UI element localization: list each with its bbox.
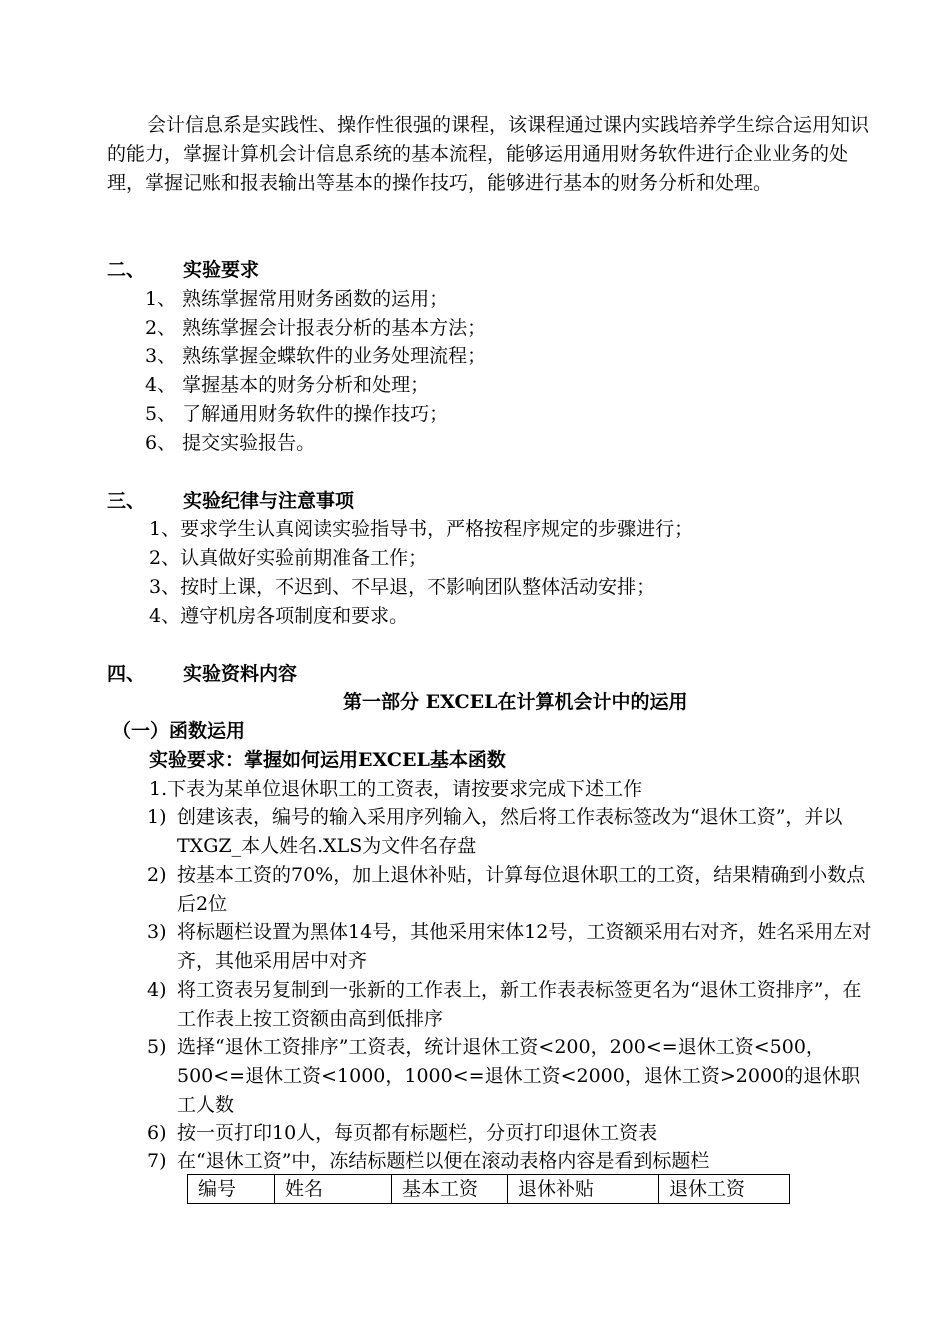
table-header-cell: 退休工资 — [659, 1175, 790, 1204]
section-number: 三、 — [107, 490, 146, 512]
table-header-cell: 基本工资 — [392, 1175, 508, 1204]
step-item — [147, 1033, 872, 1120]
section-title: 实验纪律与注意事项 — [183, 490, 355, 512]
list-item: 3、 熟练掌握金蝶软件的业务处理流程； — [145, 345, 487, 367]
step-text: 将标题栏设置为黑体14号，其他采用宋体12号，工资额采用右对齐，姓名采用左对齐，其他采用居中对齐 — [177, 921, 872, 972]
step-text: 将工资表另复制到一张新的工作表上，新工作表表标签更名为“退休工资排序”，在工作表上按工资额由高到低排序 — [177, 979, 862, 1030]
wage-table — [187, 1174, 790, 1204]
step-number: 1) — [147, 806, 167, 828]
sub-title: （一）函数运用 — [112, 720, 246, 742]
list-item: 4、遵守机房各项制度和要求。 — [149, 605, 409, 627]
list-item: 2、 熟练掌握会计报表分析的基本方法； — [145, 317, 487, 339]
step-text: 选择“退休工资排序”工资表，统计退休工资<200，200<=退休工资<500，500<=退休工资<1000，1000<=退休工资<2000，退休工资>2000的退休职工人数 — [177, 1036, 861, 1116]
step-item — [147, 803, 872, 861]
list-item: 3、按时上课，不迟到、不早退，不影响团队整体活动安排； — [149, 576, 656, 598]
table-header-row — [188, 1175, 790, 1204]
step-number: 3) — [147, 921, 167, 943]
step-number: 5) — [147, 1036, 167, 1058]
list-item: 2、认真做好实验前期准备工作； — [149, 547, 428, 569]
part-title: 第一部分 EXCEL在计算机会计中的运用 — [343, 691, 688, 713]
step-number: 2) — [147, 864, 167, 886]
step-number: 7) — [147, 1150, 167, 1172]
step-item — [147, 861, 872, 919]
step-text: 创建该表，编号的输入采用序列输入，然后将工作表标签改为“退休工资”，并以TXGZ_本人姓名.XLS为文件名存盘 — [177, 806, 843, 857]
step-item — [147, 1147, 872, 1176]
table-header-cell: 姓名 — [275, 1175, 392, 1204]
list-item: 4、 掌握基本的财务分析和处理； — [145, 374, 430, 396]
section-number: 二、 — [107, 259, 146, 281]
step-item — [147, 918, 872, 976]
step-text: 在“退休工资”中，冻结标题栏以便在滚动表格内容是看到标题栏 — [177, 1150, 710, 1172]
requirement-title: 实验要求：掌握如何运用EXCEL基本函数 — [149, 749, 506, 771]
list-item: 5、 了解通用财务软件的操作技巧； — [145, 403, 449, 425]
intro-paragraph: 会计信息系是实践性、操作性很强的课程，该课程通过课内实践培养学生综合运用知识的能力，掌握计算机会计信息系统的基本流程，能够运用通用财务软件进行企业业务的处理，掌握记账和报表输出等基本的操作技巧，能够进行基本的财务分析和处理。 — [107, 114, 870, 194]
list-item: 6、 提交实验报告。 — [145, 432, 316, 454]
step-item — [147, 976, 872, 1034]
step-number: 4) — [147, 979, 167, 1001]
list-item: 1、 熟练掌握常用财务函数的运用； — [145, 288, 449, 310]
section-title: 实验资料内容 — [183, 663, 298, 685]
table-header-cell: 退休补贴 — [508, 1175, 659, 1204]
section-number: 四、 — [107, 663, 146, 685]
section-title: 实验要求 — [183, 259, 260, 281]
step-text: 按基本工资的70%，加上退休补贴，计算每位退休职工的工资，结果精确到小数点后2位 — [177, 864, 866, 915]
step-number: 6) — [147, 1122, 167, 1144]
step-text: 按一页打印10人，每页都有标题栏，分页打印退休工资表 — [177, 1122, 658, 1144]
list-item: 1、要求学生认真阅读实验指导书，严格按程序规定的步骤进行； — [149, 518, 694, 540]
task-intro: 1.下表为某单位退休职工的工资表，请按要求完成下述工作 — [149, 778, 643, 800]
table-header-cell: 编号 — [188, 1175, 275, 1204]
step-item — [147, 1119, 872, 1148]
